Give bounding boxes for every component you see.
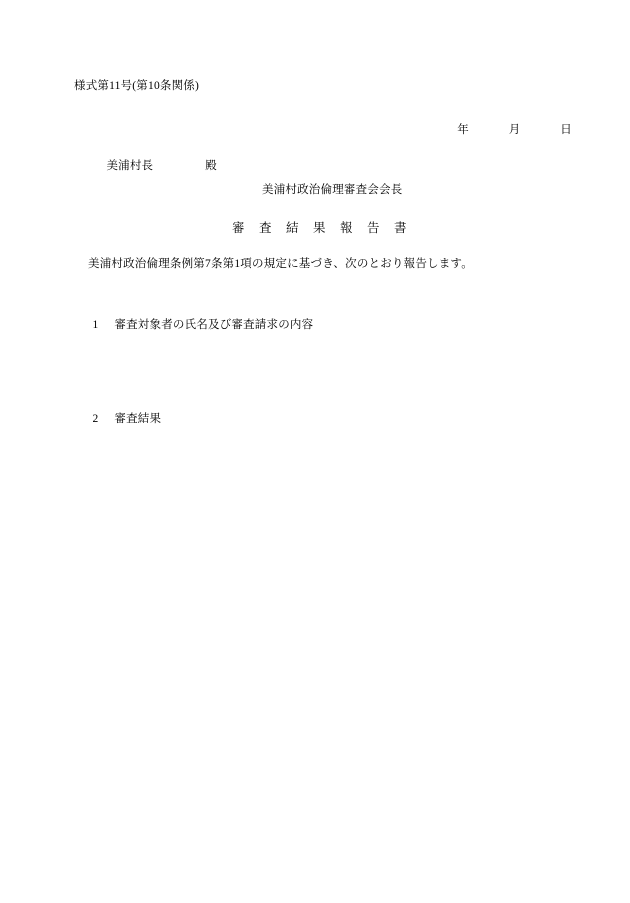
form-number: 様式第11号(第10条関係) xyxy=(74,80,200,92)
date-day: 日 xyxy=(560,123,572,136)
section-1-label: 審査対象者の氏名及び審査請求の内容 xyxy=(114,318,314,331)
date-line xyxy=(440,110,572,151)
date-month: 月 xyxy=(508,123,521,136)
intro-paragraph: 美浦村政治倫理条例第7条第1項の規定に基づき、次のとおり報告します。 xyxy=(88,258,473,270)
date-year: 年 xyxy=(457,123,469,136)
section-2-label: 審査結果 xyxy=(114,412,162,425)
page-title: 審 査 結 果 報 告 書 xyxy=(232,221,408,235)
section-item-2 xyxy=(74,399,161,440)
issuer-name: 美浦村政治倫理審査会会長 xyxy=(262,184,403,196)
addressee xyxy=(88,146,217,187)
section-1-number: 1 xyxy=(92,318,99,331)
addressee-honorific: 殿 xyxy=(205,159,217,172)
addressee-name: 美浦村長 xyxy=(106,159,154,172)
section-2-number: 2 xyxy=(92,412,99,425)
section-item-1 xyxy=(74,305,313,346)
